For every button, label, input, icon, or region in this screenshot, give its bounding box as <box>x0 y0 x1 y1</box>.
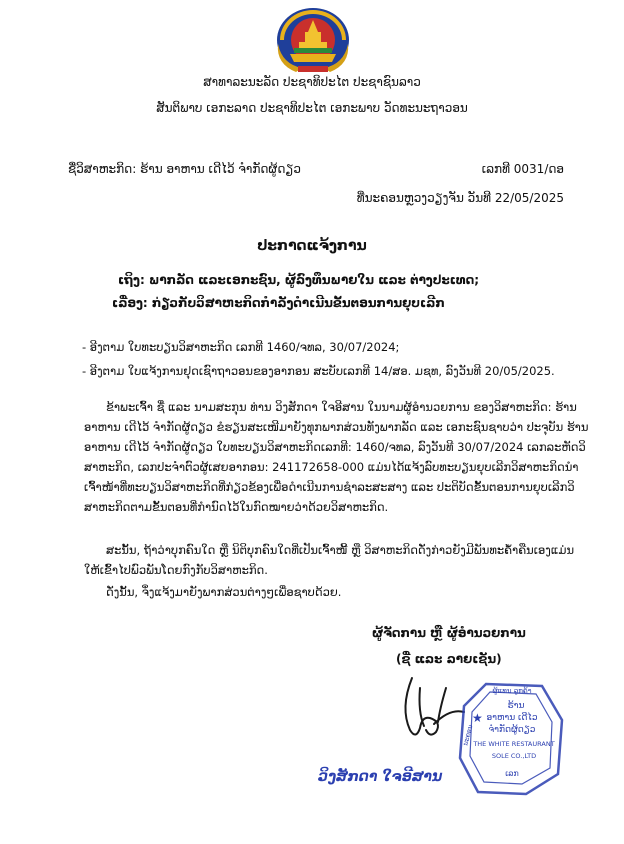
header-line-1: ສາທາລະນະລັດ ປະຊາທິປະໄຕ ປະຊາຊົນລາວ <box>203 75 421 89</box>
stamp-bottom-text: ເລກ <box>505 769 519 778</box>
national-emblem <box>272 4 354 74</box>
signatory-note: (ຊື່ ແລະ ລາຍເຊັນ) <box>396 652 502 666</box>
body-line: ໃຫ້ເຂົ້າໄປພົວພັນໂດຍກົງກັບວິສາຫະກິດ. <box>84 563 268 577</box>
body-line: ອາຫານ ເດີໄວ້ ຈໍາກັດຜູ້ດຽວ ຂໍຮຽນສະເໜີມາຍັງທຸກພາກສ່ວນທັງພາກລັດ ແລະ ເອກະຊົນຊາບວ່າ ປະຈຸບັນ ຮ້ານ <box>84 420 589 434</box>
stamp-side-text: ນະຄອນ <box>461 723 475 747</box>
closing-line: ດັ່ງນັ້ນ, ຈຶ່ງແຈ້ງມາຍັງພາກສ່ວນຕ່າງໆເພື່ອຊາບດ້ວຍ. <box>106 585 342 599</box>
business-name: ຊື່ວິສາຫະກິດ: ຮ້ານ ອາຫານ ເດີໄວ້ ຈໍາກັດຜູ້ດຽວ <box>68 162 301 176</box>
body-line: ສາຫະກິດ, ເລກປະຈໍາຕົວຜູ້ເສຍອາກອນ: 241172658-000 ແມ່ນໄດ້ແຈ້ງລົບທະບຽນຍຸບເລີກວິສາຫະກິດນໍາ <box>84 460 579 474</box>
place-date: ທີ່ນະຄອນຫຼວງວຽງຈັນ ວັນທີ 22/05/2025 <box>356 191 564 205</box>
signatory-name: ວິງສັກດາ ໃຈອີສານ <box>318 769 443 785</box>
document-title: ປະກາດແຈ້ງການ <box>257 238 367 254</box>
stamp-text: ຮ້ານ <box>507 701 525 711</box>
body-paragraph-2 <box>84 540 574 580</box>
reference-item: - ອີງຕາມ ໃບທະບຽນວິສາຫະກິດ ເລກທີ 1460/ຈທລ, 30/07/2024; <box>82 340 400 354</box>
header-line-2: ສັນຕິພາບ ເອກະລາດ ປະຊາທິປະໄຕ ເອກະພາບ ວັດທະນະຖາວອນ <box>156 101 468 115</box>
to-line: ເຖິງ: ພາກລັດ ແລະເອກະຊົນ, ຜູ້ລົງທຶນພາຍໃນ ແລະ ຕ່າງປະເທດ; <box>118 273 479 287</box>
body-paragraph-1 <box>84 397 588 517</box>
company-stamp <box>456 680 564 798</box>
document-number: ເລກທີ 0031/ດອ <box>481 162 564 176</box>
subject-line: ເລື່ອງ: ກ່ຽວກັບວິສາຫະກິດກຳລັງດຳເນີນຂັ້ນຕອນການຍຸບເລີກ <box>112 296 445 310</box>
body-line: ເຈົ້າໜ້າທີ່ທະບຽນວິສາຫະກິດທີ່ກ່ຽວຂ້ອງເພື່ອດໍາເນີນການຊໍາລະສະສາງ ແລະ ປະຕິບັດຂັ້ນຕອນການຍຸບເລີກວິ <box>84 480 575 494</box>
stamp-text: ອາຫານ ເດີໄວ <box>486 713 538 723</box>
stamp-text: ຈຳກັດຜູ້ດຽວ <box>488 725 536 735</box>
stamp-top-text: ຜູ້ແທນ ລູກຄ້າ <box>492 687 532 695</box>
body-line: ອາຫານ ເດີໄວ້ ຈໍາກັດຜູ້ດຽວ ໃບທະບຽນວິສາຫະກິດເລກທີ: 1460/ຈທລ, ລົງວັນທີ 30/07/2024 ເລກລະຫັດວິ <box>84 440 586 454</box>
body-line: ສະນັ້ນ, ຖ້າວ່າບຸກຄົນໃດ ຫຼື ນິຕິບຸກຄົນໃດທີ່ເປັນເຈົ້າໜີ້ ຫຼື ວິສາຫະກິດດັ່ງກ່າວຍັງມີພັນທະຄໍ້າຄືນເອງແມ່ນ <box>106 543 575 557</box>
stamp-english-name: THE WHITE RESTAURANT <box>473 740 555 748</box>
signatory-title: ຜູ້ຈັດການ ຫຼື ຜູ້ອໍານວຍການ <box>372 626 526 640</box>
star-icon: ★ <box>472 711 483 725</box>
stamp-english-suffix: SOLE CO.,LTD <box>491 752 537 760</box>
body-line: ຂ້າພະເຈົ້າ ຊື່ ແລະ ນາມສະກຸນ ທ່ານ ວິງສັກດາ ໃຈອີສານ ໃນນາມຜູ້ອໍານວຍການ ຂອງວິສາຫະກິດ: ຮ້ານ <box>106 400 577 414</box>
body-line: ສາຫະກິດຕາມຂັ້ນຕອນທີ່ກໍານົດໄວ້ໃນກົດໝາຍວ່າດ້ວຍວິສາຫະກິດ. <box>84 500 389 514</box>
reference-item: - ອີງຕາມ ໃບແຈ້ງການຢຸດເຊົາຖາວອນຂອງອາກອນ ສະບັບເລກທີ 14/ສອ. ມຊທ, ລົງວັນທີ 20/05/2025. <box>82 364 555 378</box>
